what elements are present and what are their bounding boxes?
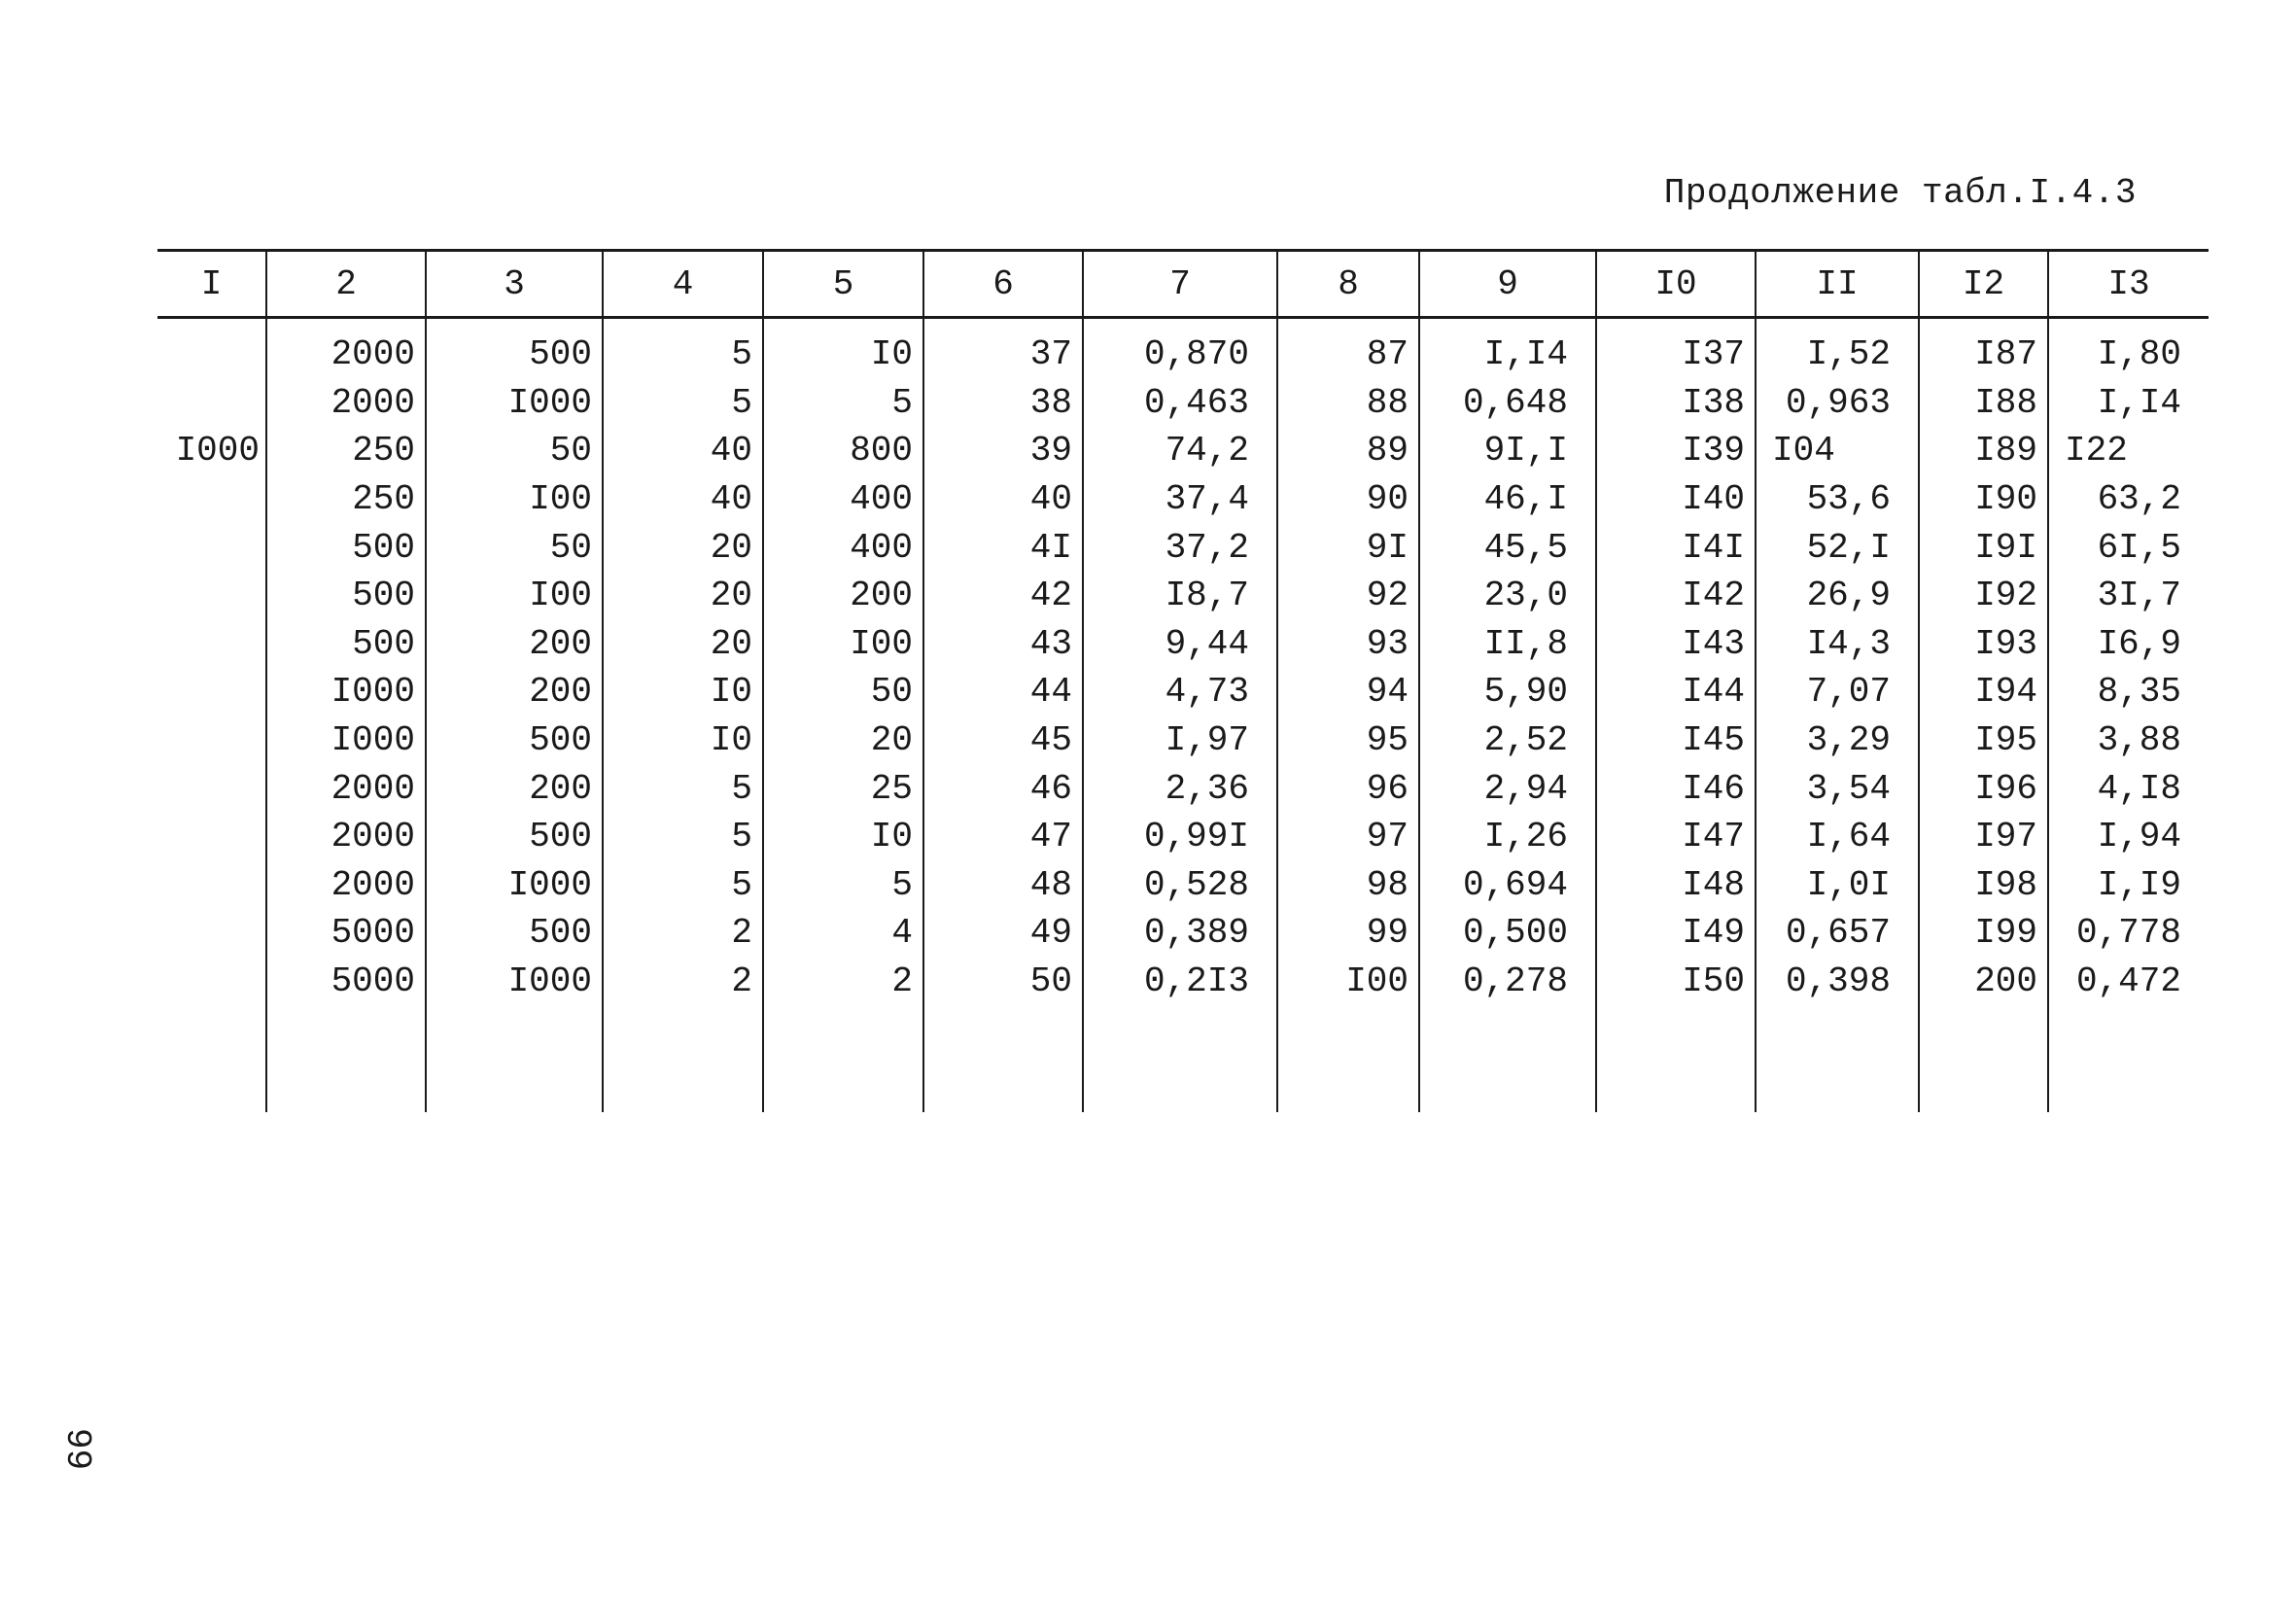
table-spacer-cell bbox=[1083, 1005, 1277, 1112]
table-cell: 400 bbox=[763, 523, 923, 572]
table-cell: I,64 bbox=[1756, 813, 1919, 861]
table-cell: I43 bbox=[1596, 620, 1756, 669]
table-cell: 400 bbox=[763, 475, 923, 524]
table-cell: 5000 bbox=[266, 909, 426, 958]
column-header-2: 2 bbox=[266, 251, 426, 318]
table-cell: 2,36 bbox=[1083, 764, 1277, 813]
table-cell: 23,0 bbox=[1419, 572, 1596, 620]
table-spacer-cell bbox=[1756, 1005, 1919, 1112]
table-cell: 2,94 bbox=[1419, 764, 1596, 813]
table-cell: 20 bbox=[603, 572, 763, 620]
table-cell: I22 bbox=[2048, 427, 2209, 475]
table-cell: 500 bbox=[426, 909, 603, 958]
table-cell: 42 bbox=[923, 572, 1083, 620]
table-cell: I50 bbox=[1596, 958, 1756, 1006]
page-number: 99 bbox=[57, 1427, 98, 1471]
column-header-9: 9 bbox=[1419, 251, 1596, 318]
table-cell: 90 bbox=[1277, 475, 1419, 524]
table-cell: 87 bbox=[1277, 318, 1419, 379]
table-cell: 46,I bbox=[1419, 475, 1596, 524]
table-cell: I44 bbox=[1596, 668, 1756, 716]
table-cell: 63,2 bbox=[2048, 475, 2209, 524]
column-header-11: II bbox=[1756, 251, 1919, 318]
table-cell: 46 bbox=[923, 764, 1083, 813]
table-cell: 0,963 bbox=[1756, 379, 1919, 428]
table-row bbox=[157, 909, 2209, 958]
table-cell: I00 bbox=[426, 572, 603, 620]
table-cell: 45 bbox=[923, 716, 1083, 765]
table-cell: 250 bbox=[266, 475, 426, 524]
column-header-6: 6 bbox=[923, 251, 1083, 318]
table-cell: 25 bbox=[763, 764, 923, 813]
table-cell: I0 bbox=[603, 668, 763, 716]
table-cell: 3,88 bbox=[2048, 716, 2209, 765]
table-cell: 0,694 bbox=[1419, 861, 1596, 910]
table-cell: I99 bbox=[1919, 909, 2048, 958]
table-cell: 0,778 bbox=[2048, 909, 2209, 958]
table-cell bbox=[157, 958, 266, 1006]
table-cell: I0 bbox=[763, 318, 923, 379]
table-cell: 20 bbox=[603, 620, 763, 669]
table-row bbox=[157, 379, 2209, 428]
table-cell: I90 bbox=[1919, 475, 2048, 524]
table-cell: 500 bbox=[266, 523, 426, 572]
table-cell: 52,I bbox=[1756, 523, 1919, 572]
table-cell: 2,52 bbox=[1419, 716, 1596, 765]
table-row bbox=[157, 427, 2209, 475]
table-cell: I000 bbox=[266, 668, 426, 716]
table-cell bbox=[157, 620, 266, 669]
table-cell: 50 bbox=[426, 523, 603, 572]
table-cell: I000 bbox=[426, 379, 603, 428]
table-cell: 5000 bbox=[266, 958, 426, 1006]
table-cell: 40 bbox=[603, 475, 763, 524]
table-spacer-cell bbox=[763, 1005, 923, 1112]
column-header-5: 5 bbox=[763, 251, 923, 318]
table-caption: Продолжение табл.I.4.3 bbox=[1663, 173, 2137, 213]
table-cell: 2000 bbox=[266, 318, 426, 379]
table-cell: I,I4 bbox=[1419, 318, 1596, 379]
table-cell: 37,2 bbox=[1083, 523, 1277, 572]
table-cell: 2 bbox=[763, 958, 923, 1006]
table-cell: 7,07 bbox=[1756, 668, 1919, 716]
table-cell: 0,657 bbox=[1756, 909, 1919, 958]
table-cell: I38 bbox=[1596, 379, 1756, 428]
table-cell: 5 bbox=[763, 379, 923, 428]
table-cell: 50 bbox=[923, 958, 1083, 1006]
table-cell: 5,90 bbox=[1419, 668, 1596, 716]
table-cell: 0,389 bbox=[1083, 909, 1277, 958]
table-cell: 0,472 bbox=[2048, 958, 2209, 1006]
column-header-1: I bbox=[157, 251, 266, 318]
table-cell: I,97 bbox=[1083, 716, 1277, 765]
column-header-13: I3 bbox=[2048, 251, 2209, 318]
table-cell: 0,463 bbox=[1083, 379, 1277, 428]
table-cell: II,8 bbox=[1419, 620, 1596, 669]
table-cell: I94 bbox=[1919, 668, 2048, 716]
table-cell: I6,9 bbox=[2048, 620, 2209, 669]
table-row bbox=[157, 958, 2209, 1006]
table-cell: 200 bbox=[426, 764, 603, 813]
table-cell bbox=[157, 716, 266, 765]
table-cell bbox=[157, 813, 266, 861]
table-cell: 2000 bbox=[266, 764, 426, 813]
table-cell bbox=[157, 909, 266, 958]
table-cell bbox=[157, 572, 266, 620]
table-cell: 43 bbox=[923, 620, 1083, 669]
column-header-3: 3 bbox=[426, 251, 603, 318]
table-cell: 9I,I bbox=[1419, 427, 1596, 475]
table-cell: 93 bbox=[1277, 620, 1419, 669]
table-cell: 48 bbox=[923, 861, 1083, 910]
table-cell: I92 bbox=[1919, 572, 2048, 620]
table-cell: 39 bbox=[923, 427, 1083, 475]
column-header-12: I2 bbox=[1919, 251, 2048, 318]
table-cell: I00 bbox=[1277, 958, 1419, 1006]
table-cell: 5 bbox=[603, 813, 763, 861]
table-cell: I4I bbox=[1596, 523, 1756, 572]
table-cell: 500 bbox=[266, 572, 426, 620]
table-cell: 800 bbox=[763, 427, 923, 475]
table-cell: 0,278 bbox=[1419, 958, 1596, 1006]
table-row bbox=[157, 572, 2209, 620]
table-cell: 3,54 bbox=[1756, 764, 1919, 813]
table-cell: I48 bbox=[1596, 861, 1756, 910]
table-cell: 5 bbox=[603, 861, 763, 910]
table-cell: 53,6 bbox=[1756, 475, 1919, 524]
table-row bbox=[157, 813, 2209, 861]
table-cell: 20 bbox=[603, 523, 763, 572]
table-cell: 200 bbox=[426, 668, 603, 716]
table-spacer-cell bbox=[1596, 1005, 1756, 1112]
column-header-10: I0 bbox=[1596, 251, 1756, 318]
table-cell: 5 bbox=[763, 861, 923, 910]
table-cell: 500 bbox=[426, 813, 603, 861]
table-cell: I0 bbox=[603, 716, 763, 765]
table-cell: I,I4 bbox=[2048, 379, 2209, 428]
table-cell: I96 bbox=[1919, 764, 2048, 813]
table-cell: 97 bbox=[1277, 813, 1419, 861]
table-cell: I9I bbox=[1919, 523, 2048, 572]
table-cell: 37,4 bbox=[1083, 475, 1277, 524]
table-cell: 0,2I3 bbox=[1083, 958, 1277, 1006]
table-cell: 500 bbox=[266, 620, 426, 669]
table-row bbox=[157, 475, 2209, 524]
table-cell: 49 bbox=[923, 909, 1083, 958]
table-cell: 92 bbox=[1277, 572, 1419, 620]
table-cell: I00 bbox=[426, 475, 603, 524]
table-body bbox=[157, 318, 2209, 1113]
table-row bbox=[157, 523, 2209, 572]
table-cell bbox=[157, 379, 266, 428]
table-spacer-cell bbox=[266, 1005, 426, 1112]
table-row bbox=[157, 764, 2209, 813]
table-cell: 6I,5 bbox=[2048, 523, 2209, 572]
table-cell: 50 bbox=[763, 668, 923, 716]
table-cell bbox=[157, 318, 266, 379]
table-cell: I,80 bbox=[2048, 318, 2209, 379]
table-cell: I,94 bbox=[2048, 813, 2209, 861]
table-cell: 8,35 bbox=[2048, 668, 2209, 716]
table-cell: 20 bbox=[763, 716, 923, 765]
table-cell: I46 bbox=[1596, 764, 1756, 813]
table-cell: I000 bbox=[175, 431, 260, 472]
table-cell: 3I,7 bbox=[2048, 572, 2209, 620]
table-cell: 5 bbox=[603, 764, 763, 813]
table-cell bbox=[157, 861, 266, 910]
table-cell: 44 bbox=[923, 668, 1083, 716]
table-cell: 9I bbox=[1277, 523, 1419, 572]
table-cell: 45,5 bbox=[1419, 523, 1596, 572]
table-cell: 2000 bbox=[266, 379, 426, 428]
table-cell: 40 bbox=[603, 427, 763, 475]
table-cell: I8,7 bbox=[1083, 572, 1277, 620]
table-cell: I4,3 bbox=[1756, 620, 1919, 669]
table-cell: 2000 bbox=[266, 813, 426, 861]
table-cell: 88 bbox=[1277, 379, 1419, 428]
table-spacer-cell bbox=[603, 1005, 763, 1112]
table-spacer-cell bbox=[426, 1005, 603, 1112]
table-cell: I95 bbox=[1919, 716, 2048, 765]
table-cell: 50 bbox=[426, 427, 603, 475]
table-spacer-cell bbox=[1919, 1005, 2048, 1112]
table-cell: 250 bbox=[266, 427, 426, 475]
table-cell: 4I bbox=[923, 523, 1083, 572]
table-cell: I97 bbox=[1919, 813, 2048, 861]
table-cell: 5 bbox=[603, 379, 763, 428]
table-row bbox=[157, 620, 2209, 669]
table-cell: 2000 bbox=[266, 861, 426, 910]
column-header-4: 4 bbox=[603, 251, 763, 318]
table-cell: I,52 bbox=[1756, 318, 1919, 379]
table-row bbox=[157, 318, 2209, 379]
table-cell: I89 bbox=[1919, 427, 2048, 475]
table-cell: 200 bbox=[426, 620, 603, 669]
table-cell: 40 bbox=[923, 475, 1083, 524]
table-cell: I,26 bbox=[1419, 813, 1596, 861]
table-cell: 2 bbox=[603, 909, 763, 958]
data-table bbox=[157, 249, 2209, 1112]
table-cell: I45 bbox=[1596, 716, 1756, 765]
table-row bbox=[157, 861, 2209, 910]
table-cell: I,I9 bbox=[2048, 861, 2209, 910]
table-cell: 9,44 bbox=[1083, 620, 1277, 669]
table-cell bbox=[157, 523, 266, 572]
table-row bbox=[157, 668, 2209, 716]
table-cell: 37 bbox=[923, 318, 1083, 379]
table-cell: I88 bbox=[1919, 379, 2048, 428]
table-cell: 95 bbox=[1277, 716, 1419, 765]
table-cell: I98 bbox=[1919, 861, 2048, 910]
table-cell: I39 bbox=[1596, 427, 1756, 475]
table-spacer-cell bbox=[1419, 1005, 1596, 1112]
table-cell: 0,398 bbox=[1756, 958, 1919, 1006]
table-cell: 4 bbox=[763, 909, 923, 958]
table-cell bbox=[157, 475, 266, 524]
column-header-7: 7 bbox=[1083, 251, 1277, 318]
header-row bbox=[157, 251, 2209, 318]
table-cell: 200 bbox=[763, 572, 923, 620]
table-cell: 38 bbox=[923, 379, 1083, 428]
table-cell: 0,528 bbox=[1083, 861, 1277, 910]
table-cell bbox=[157, 668, 266, 716]
table-cell: 3,29 bbox=[1756, 716, 1919, 765]
table-cell: 94 bbox=[1277, 668, 1419, 716]
table-cell: I42 bbox=[1596, 572, 1756, 620]
table-cell: 47 bbox=[923, 813, 1083, 861]
column-header-8: 8 bbox=[1277, 251, 1419, 318]
table-cell: 4,I8 bbox=[2048, 764, 2209, 813]
table-cell: 5 bbox=[603, 318, 763, 379]
table-cell bbox=[157, 764, 266, 813]
table-cell: I00 bbox=[763, 620, 923, 669]
table-spacer-cell bbox=[2048, 1005, 2209, 1112]
table-spacer-cell bbox=[157, 1005, 266, 1112]
table-spacer-cell bbox=[923, 1005, 1083, 1112]
table-cell: 200 bbox=[1919, 958, 2048, 1006]
table-cell: I000 bbox=[426, 958, 603, 1006]
table-spacer-row bbox=[157, 1005, 2209, 1112]
table-cell: 89 bbox=[1277, 427, 1419, 475]
table-cell: 500 bbox=[426, 716, 603, 765]
table-cell: 0,648 bbox=[1419, 379, 1596, 428]
table-cell: I49 bbox=[1596, 909, 1756, 958]
table-cell: I40 bbox=[1596, 475, 1756, 524]
table-cell: 2 bbox=[603, 958, 763, 1006]
table-cell: 0,99I bbox=[1083, 813, 1277, 861]
table-cell: I04 bbox=[1756, 427, 1919, 475]
table-cell: 98 bbox=[1277, 861, 1419, 910]
table-cell: 0,870 bbox=[1083, 318, 1277, 379]
table-cell: 74,2 bbox=[1083, 427, 1277, 475]
table-cell: 4,73 bbox=[1083, 668, 1277, 716]
table-cell: I47 bbox=[1596, 813, 1756, 861]
table-spacer-cell bbox=[1277, 1005, 1419, 1112]
table-cell: I000 bbox=[426, 861, 603, 910]
table-cell: 500 bbox=[426, 318, 603, 379]
table-row bbox=[157, 716, 2209, 765]
table-cell: I000 bbox=[266, 716, 426, 765]
table-cell: 96 bbox=[1277, 764, 1419, 813]
table-cell: 99 bbox=[1277, 909, 1419, 958]
table-cell: I87 bbox=[1919, 318, 2048, 379]
table-cell: I,0I bbox=[1756, 861, 1919, 910]
table-cell: 0,500 bbox=[1419, 909, 1596, 958]
table-cell: I0 bbox=[763, 813, 923, 861]
table-cell: I37 bbox=[1596, 318, 1756, 379]
table-cell: I93 bbox=[1919, 620, 2048, 669]
data-table-container bbox=[157, 249, 2209, 1112]
table-cell: 26,9 bbox=[1756, 572, 1919, 620]
